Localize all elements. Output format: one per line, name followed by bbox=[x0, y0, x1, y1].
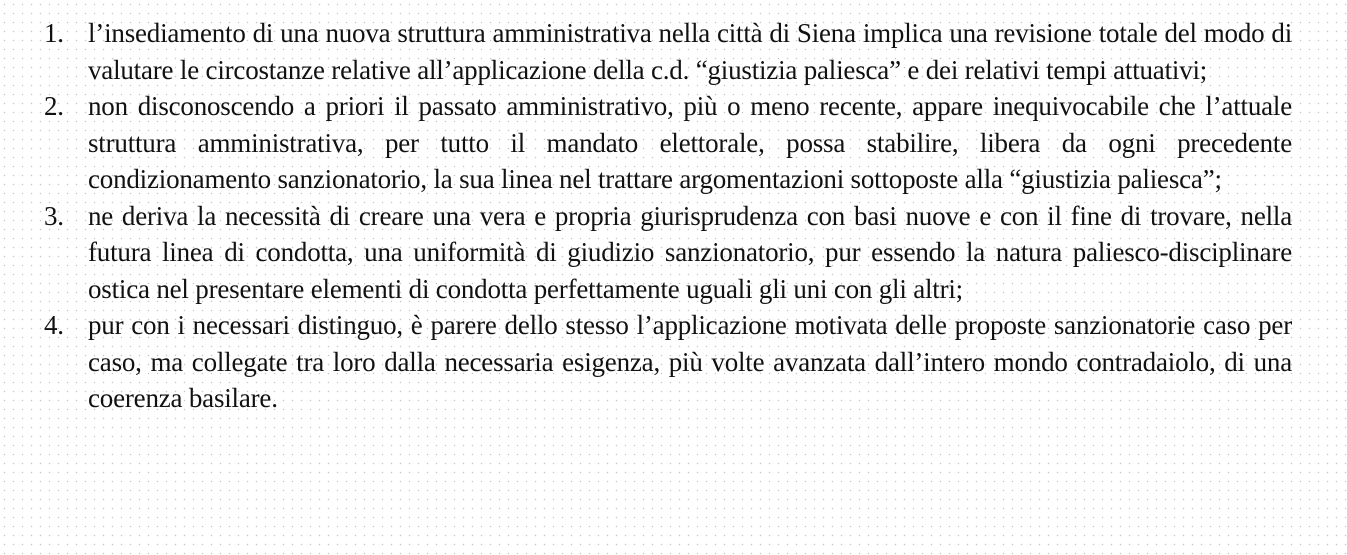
list-item bbox=[44, 198, 1292, 308]
numbered-list bbox=[44, 15, 1292, 417]
list-item-number: 1. bbox=[44, 18, 64, 48]
list-item-text: l’insediamento di una nuova struttura amministrativa nella città di Siena implica una revisione totale del modo di valutare le circostanze relative all’applicazione della c.d. “giustizia paliesca” e dei relativi tempi attuativi; bbox=[88, 18, 1292, 85]
list-item bbox=[44, 88, 1292, 198]
list-item-text: pur con i necessari distinguo, è parere dello stesso l’applicazione motivata delle proposte sanzionatorie caso per caso, ma collegate tra loro dalla necessaria esigenza, più volte avanzata dall’intero mondo contradaiolo, di una coerenza basilare. bbox=[88, 310, 1292, 413]
list-item bbox=[44, 307, 1292, 417]
list-item-number: 3. bbox=[44, 200, 64, 231]
list-item-text: non disconoscendo a priori il passato amministrativo, più o meno recente, appare inequivocabile che l’attuale struttura amministrativa, per tutto il mandato elettorale, possa stabilire, libera da ogni precedente condizionamento sanzionatorio, la sua linea nel trattare argomentazioni sottoposte alla “giustizia paliesca”; bbox=[88, 91, 1292, 194]
list-item-number: 4. bbox=[44, 310, 64, 340]
list-item-text: ne deriva la necessità di creare una vera e propria giurisprudenza con basi nuove e con il fine di trovare, nella futura linea di condotta, una uniformità di giudizio sanzionatorio, pur essendo la natura paliesco-disciplinare ostica nel presentare elementi di condotta perfettamente uguali gli uni con gli altri; bbox=[88, 200, 1292, 304]
list-item bbox=[44, 15, 1292, 88]
list-item-number: 2. bbox=[44, 91, 64, 121]
